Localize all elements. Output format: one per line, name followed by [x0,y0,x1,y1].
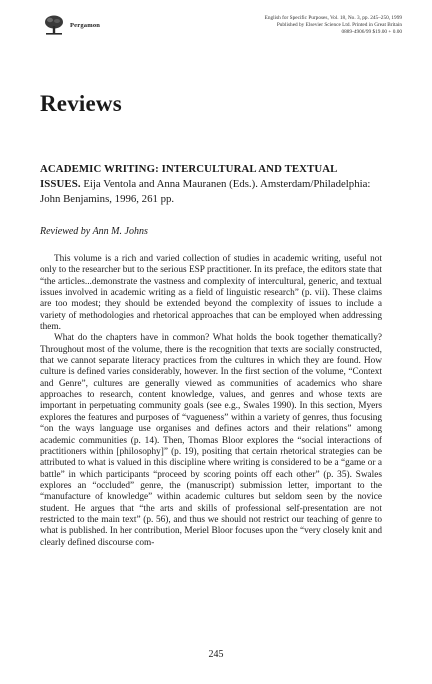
section-title: Reviews [40,91,122,116]
journal-info [192,15,402,37]
journal-line: English for Specific Purposes, Vol. 18, No. 3, pp. 245–250, 1999 [264,15,402,21]
page-number: 245 [208,649,224,660]
pergamon-tree-icon [42,14,66,36]
review-body [40,254,382,549]
book-title: ACADEMIC WRITING: INTERCULTURAL AND TEXTUAL ISSUES. [40,163,337,190]
paragraph: This volume is a rich and varied collection of studies in academic writing, useful not only to the researcher but to the serious ESP practitioner. In its preface, the editors state that “the articles...demonstrate the vastness and complexity of intercultural, generic, and textual issues involved in academic writing as a field of linguistic research” (p. vii). These claims are too modest; they should be extended beyond the complexity of issues to include a variety of methodologies and rhetorical approaches that can be employed when addressing them. [40,254,382,333]
issn-line: 0889-4906/99 $19.00 + 0.00 [341,29,402,36]
publisher-line: Published by Elsevier Science Ltd. Printed in Great Britain [276,22,402,29]
paragraph: What do the chapters have in common? What holds the book together thematically? Throughout most of the volume, there is the recognition that texts are socially constructed, that we cannot separate literacy practices from the cultures in which they are found. How culture is defined varies considerably, however. In the first section of the volume, “Context and Genre”, cultures are generally viewed as communities of academics who share approaches to research, content knowledge, values, and genres and whose texts are important in perpetuating community goals (see e.g., Swales 1990). In this section, Myers explores the features and purposes of “vagueness” within a variety of genres, thus focusing “on the ways language use organises and defines actors and their relations” among academic communities (p. 14). Then, Thomas Bloor explores the “social interactions of practitioners within [philosophy]” (p. 19), positing that certain rhetorical strategies can be attributed to what is valued in this discipline where writing is considered to be a “game or a battle” in which participants “proceed by scoring points off each other” (p. 35). Swales explores an “occluded” genre, the (manuscript) submission letter, important to the “manufacture of knowledge” within academic cultures but seldom seen by the novice student. He argues that “the arts and skills of professional self-presentation are not restricted to the main text” (p. 56), and thus we should not restrict our teaching of genre to what is published. In her contribution, Meriel Bloor focuses upon the “very closely knit and clearly defined discourse com- [40,333,382,548]
publisher-logo [42,14,100,36]
publisher-name: Pergamon [70,21,101,29]
book-details: Eija Ventola and Anna Mauranen (Eds.). Amsterdam/Philadelphia: John Benjamins, 1996, 261 pp. [40,177,371,205]
reviewer-line: Reviewed by Ann M. Johns [40,226,148,237]
book-citation [40,162,380,206]
